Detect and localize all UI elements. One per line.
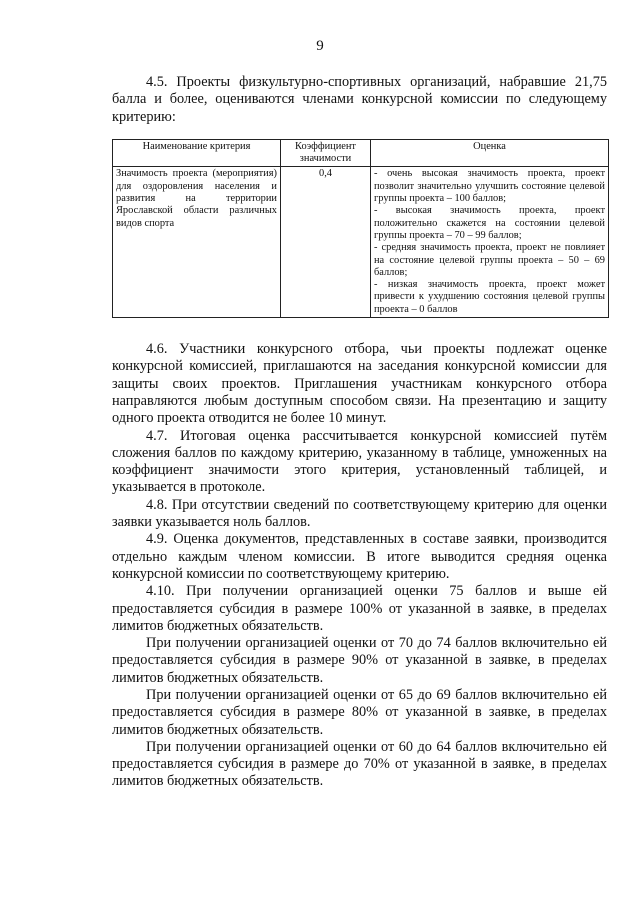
grade-cell <box>371 167 609 318</box>
header-grade: Оценка <box>371 139 609 167</box>
document-body <box>112 74 607 791</box>
table-row <box>113 167 609 318</box>
paragraph-4-8: 4.8. При отсутствии сведений по соответствующему критерию для оценки заявки указывается ноль баллов. <box>112 496 607 531</box>
header-criterion: Наименование критерия <box>113 139 281 167</box>
grade-item: - низкая значимость проекта, проект может привести к ухудшению состояния целевой группы проекта – 0 баллов <box>374 279 605 315</box>
paragraph-4-7: 4.7. Итоговая оценка рассчитывается конкурсной комиссией путём сложения баллов по каждому критерию, указанному в таблице, умноженных на коэффициент значимости этого критерия, установленный таблицей, и указывается в протоколе. <box>112 427 607 496</box>
paragraph-subsidy-80: При получении организацией оценки от 65 до 69 баллов включительно ей предоставляется субсидия в размере 80% от указанной в заявке, в пределах лимитов бюджетных обязательств. <box>112 686 607 738</box>
coefficient-cell: 0,4 <box>281 167 371 318</box>
criteria-table <box>112 139 609 318</box>
header-coefficient: Коэффициент значимости <box>281 139 371 167</box>
grade-item: - очень высокая значимость проекта, проект позволит значительно улучшить состояние целевой группы проекта – 100 баллов; <box>374 168 605 205</box>
paragraph-4-10: 4.10. При получении организацией оценки 75 баллов и выше ей предоставляется субсидия в размере 100% от указанной в заявке, в пределах лимитов бюджетных обязательств. <box>112 583 607 634</box>
grade-item: - высокая значимость проекта, проект положительно скажется на состоянии целевой группы проекта – 70 – 99 баллов; <box>374 205 605 241</box>
paragraph-subsidy-70: При получении организацией оценки от 60 до 64 баллов включительно ей предоставляется субсидия в размере до 70% от указанной в заявке, в пределах лимитов бюджетных обязательств. <box>112 738 607 790</box>
paragraph-4-5: 4.5. Проекты физкультурно-спортивных организаций, набравшие 21,75 балла и более, оцениваются членами конкурсной комиссии по следующему критерию: <box>112 74 607 125</box>
table-header-row <box>113 139 609 167</box>
grade-item: - средняя значимость проекта, проект не повлияет на состояние целевой группы проекта – 50 – 69 баллов; <box>374 242 605 278</box>
page-number: 9 <box>316 38 324 54</box>
paragraph-4-6: 4.6. Участники конкурсного отбора, чьи проекты подлежат оценке конкурсной комиссией, приглашаются на заседания конкурсной комиссии для защиты своих проектов. Приглашения участникам конкурсного отбора направляются любым доступным способом связи. На презентацию и защиту одного проекта отводится не более 10 минут. <box>112 341 607 427</box>
criterion-cell: Значимость проекта (мероприятия) для оздоровления населения и развития на территории Ярославской области различных видов спорта <box>113 167 281 318</box>
paragraph-4-9: 4.9. Оценка документов, представленных в составе заявки, производится отдельно каждым членом комиссии. В итоге выводится средняя оценка конкурсной комиссии по соответствующему критерию. <box>112 531 607 582</box>
paragraph-subsidy-90: При получении организацией оценки от 70 до 74 баллов включительно ей предоставляется субсидия в размере 90% от указанной в заявке, в пределах лимитов бюджетных обязательств. <box>112 635 607 686</box>
